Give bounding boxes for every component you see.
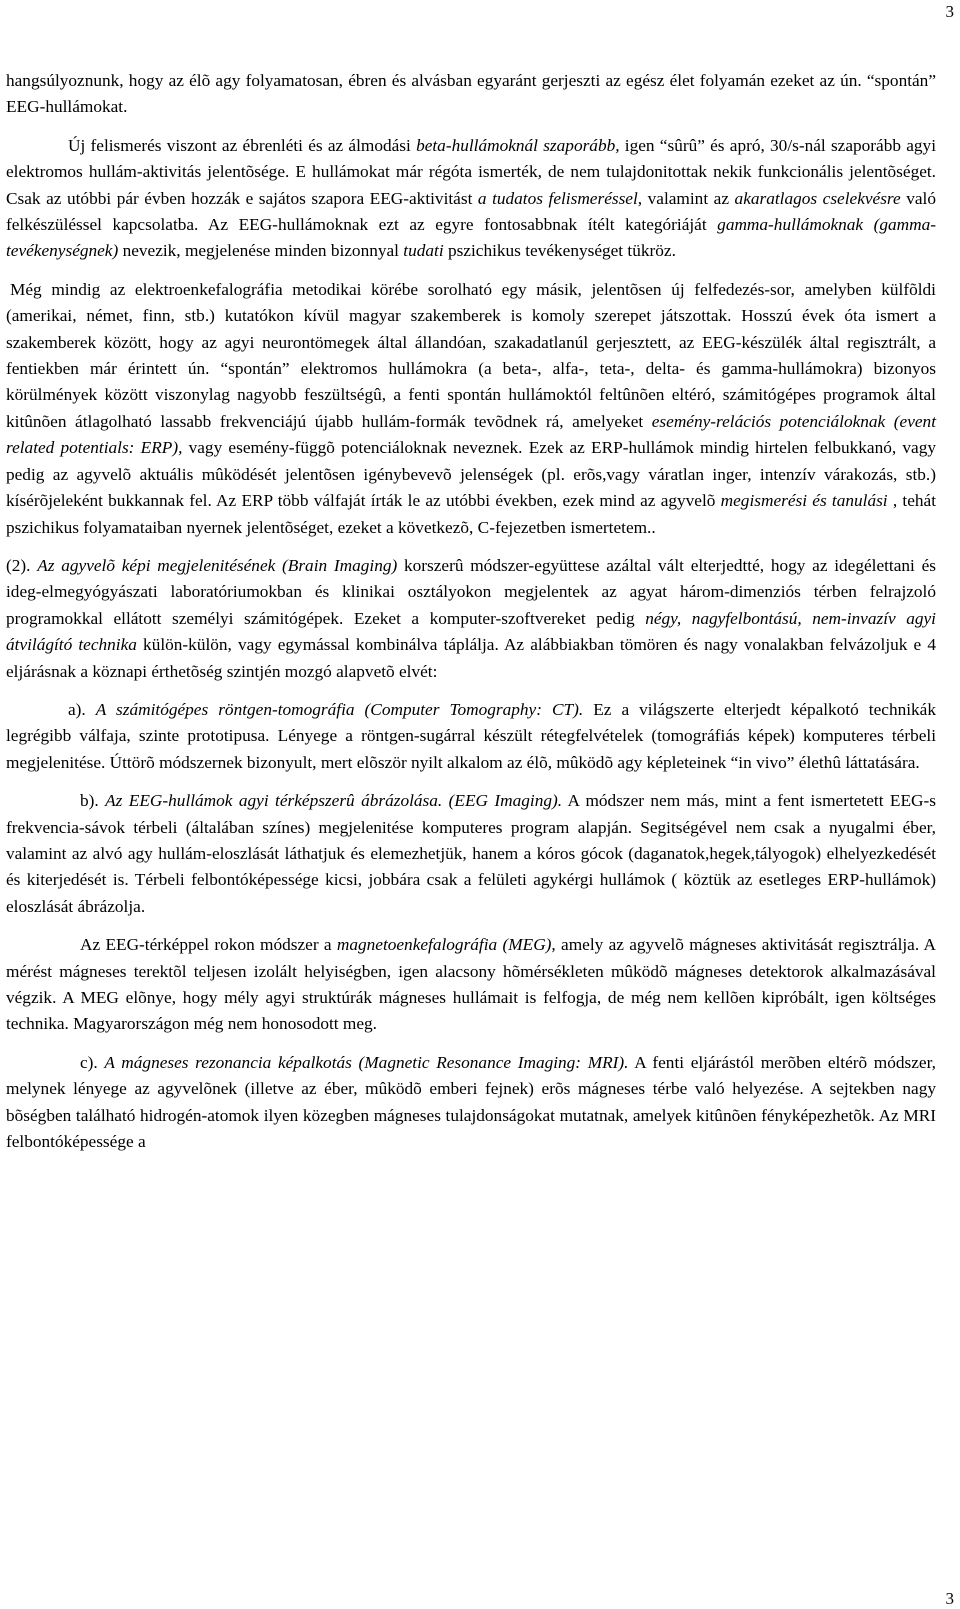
text: igen “sûrû” és apró, 30/s-nál szaporább agyi elektromos hullám-aktivitás jelentõsége. E hullámokat már régóta ismerték, de nem tulajdonitottak nekik funkcionális jelentõséget. Csak az utóbbi pár évben hozzák e sajátos szapora EEG-aktivitást (6, 135, 937, 208)
text: a). (68, 699, 96, 719)
paragraph-erp (6, 277, 936, 541)
emphasis: megismerési és tanulási (720, 491, 888, 511)
emphasis: akaratlagos cselekvésre (734, 188, 901, 208)
emphasis: Az agyvelõ képi megjelenitésének (Brain Imaging) (37, 555, 398, 575)
text: A fenti eljárástól merõben eltérõ módszer, melynek lényege az agyvelõnek (illetve az éber, mûködõ emberi fejnek) erõs mágneses térbe való helyezése. A sejtekben nagy bõségben található hidrogén-atomok ilyen közegben mágneses tulajdonságokat mutatnak, amelyek kitûnõen fényképezhetõk. Az MRI felbontóképessége a (6, 1052, 936, 1152)
text: , tehát pszichikus folyamataiban nyernek jelentõséget, ezeket a következõ, C-fejezetben ismertetem.. (6, 491, 936, 537)
emphasis: Az EEG-hullámok agyi térképszerû ábrázolása. (EEG Imaging). (105, 791, 563, 811)
text: korszerû módszer-együttese azáltal vált elterjedtté, hogy az idegélettani és ideg-elmegyógyászati laboratóriumokban és klinikai osztályokon megjelentek az agyat három-dimenziós térben felrajzoló programokkal ellátott személyi számitógépek. Ezeket a komputer-szoftvereket pedig (6, 555, 936, 628)
page-number-bottom: 3 (945, 1589, 954, 1608)
text: valamint az (642, 188, 735, 208)
paragraph-meg (6, 932, 936, 1038)
paragraph-eeg-imaging (6, 788, 936, 920)
text: Még mindig az elektroenkefalográfia metodikai körébe sorolható egy másik, jelentõsen új felfedezés-sor, amelyben külfõldi (amerikai, német, finn, stb.) kutatókon kívül magyar szakemberek is komoly szerepet játszottak. Hosszú évek óta ismert a szakemberek között, hogy az agyi neurontömegek által állandóan, szakadatlanúl gerjesztett, az EEG-készülék által regisztrált, a fentiekben már érintett ún. “spontán” elektromos hullámokra (a beta-, alfa-, teta-, delta- és gamma-hullámokra) bizonyos körülmények között viszonylag nagyobb feszültségû, a fenti spontán hullámoktól feltûnõen eltéró, számitógépes programok által kitûnõen átlagolható lassabb frekvenciájú újabb hullám-formák tevõdnek rá, amelyeket (6, 279, 936, 431)
paragraph-gamma-waves (6, 133, 936, 265)
paragraph-1 (6, 68, 936, 121)
emphasis: gamma-hullámoknak (gamma-tevékenységnek) (6, 215, 936, 261)
text: vagy esemény-függõ potenciáloknak neveznek. Ezek az ERP-hullámok mindig hirtelen felbukkanó, vagy pedig az agyvelõ aktuális mûködését jelentõsen igénybevevõ jelenségek (pl. erõs,vagy váratlan inger, intenzív várakozás, stb.) kísérõjeleként bukkannak fel. Az ERP több válfaját írták le az utóbbi években, ezek mind az agyvelõ (6, 438, 936, 511)
emphasis: négy, nagyfelbontású, nem-invazív agyi átvilágító technika (6, 608, 936, 655)
emphasis: A mágneses rezonancia képalkotás (Magnetic Resonance Imaging: MRI). (104, 1052, 629, 1072)
text: való felkészüléssel kapcsolatba. Az EEG-hullámoknak ezt az egyre fontosabbnak ítélt kategóriáját (6, 188, 936, 235)
emphasis: a tudatos felismeréssel, (477, 188, 643, 208)
document-body (6, 68, 936, 1155)
text: A módszer nem más, mint a fent ismertetett EEG-s frekvencia-sávok térbeli (általában színes) megjelenitése komputeres program alapján. Segitségével nem csak a nyugalmi éber, valamint az alvó agy hullám-eloszlását láthatjuk és elemezhetjük, hanem a kóros gócok (daganatok,hegek,tályogok) elhelyezkedését és kiterjedését is. Térbeli felbontóképessége kicsi, jobbára csak a felületi agykérgi hullámok ( köztük az esetleges ERP-hullámok) eloszlását ábrázolja. (6, 791, 936, 916)
emphasis: esemény-relációs potenciáloknak (event related potentials: ERP), (6, 411, 936, 458)
text: c). (80, 1052, 105, 1072)
text: Ez a világszerte elterjedt képalkotó technikák legrégibb válfaja, szinte prototipusa. Lényege a röntgen-sugárral készült rétegfelvételek (tomográfiás képek) komputeres térbeli megjelenitése. Úttörõ módszernek bizonyult, mert elõször nyilt alkalom az élõ, mûködõ agy képleteinek “in vivo” élethû láttatására. (6, 699, 936, 772)
text: (2). (6, 555, 38, 575)
text: nevezik, megjelenése minden bizonnyal (118, 241, 404, 261)
text: amely az agyvelõ mágneses aktivitását regisztrálja. A mérést mágneses terektõl teljesen izolált helyiségben, igen alacsony hõmérsékleten mûködõ mágneses detektorok alkalmazásával végzik. A MEG elõnye, hogy mély agyi struktúrák mágneses hullámait is felfogja, de még nem kellõen kipróbált, igen költséges technika. Magyarországon még nem honosodott meg. (6, 935, 937, 1034)
emphasis: tudati (403, 241, 444, 261)
text: b). (80, 791, 106, 811)
page-number-top: 3 (945, 2, 954, 21)
paragraph-mri (6, 1050, 936, 1156)
emphasis: beta-hullámoknál szaporább, (416, 135, 620, 155)
text: külön-külön, vagy egymással kombinálva táplálja. Az alábbiakban tömören és nagy vonalakban felvázoljuk e 4 eljárásnak a köznapi érthetõség szintjén mozgó alapvetõ elvét: (6, 635, 936, 681)
text: hangsúlyoznunk, hogy az élõ agy folyamatosan, ébren és alvásban egyaránt gerjeszti az egész élet folyamán ezeket az ún. “spontán” EEG-hullámokat. (6, 71, 936, 117)
paragraph-brain-imaging (6, 553, 936, 685)
text: Az EEG-térképpel rokon módszer a (80, 935, 337, 955)
emphasis: magnetoenkefalográfia (MEG), (336, 935, 556, 955)
text: Új felismerés viszont az ébrenléti és az álmodási (68, 135, 417, 155)
text: pszichikus tevékenységet tükröz. (443, 241, 676, 261)
paragraph-ct (6, 697, 936, 776)
emphasis: A számitógépes röntgen-tomográfia (Computer Tomography: CT). (95, 699, 584, 719)
